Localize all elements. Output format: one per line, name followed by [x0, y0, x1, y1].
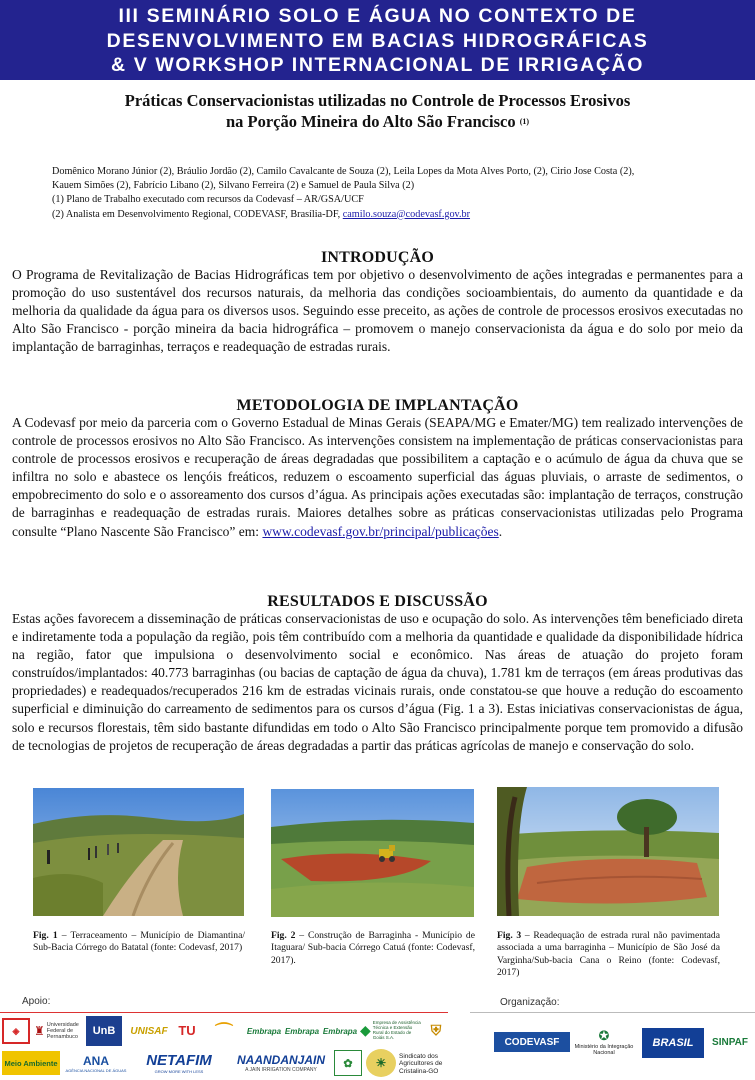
event-banner: [0, 0, 755, 80]
sinpaf-logo: SINPAF: [712, 1036, 748, 1048]
unb-logo: UnB: [86, 1016, 122, 1046]
results-paragraph: Estas ações favorecem a disseminação de práticas conservacionistas de uso e ocupação do solo. As intervenções têm beneficiado direta e indiretamente toda a população da região, pois têm contribuído com a melhoria da quantidade e qualidade da disponibilidade hídrica na região, fator que impulsiona o desenvolvimento social e econômico. Nas áreas de atuação do projeto foram construídos/implantados: 40.773 barraginhas (ou bacias de captação de água da chuva), 1.781 km de terraços (em áreas produtivas das propriedades) e readequados/recuperados 216 km de estradas vicinais rurais, onde constatou-se que houve a redução do escoamento superficial e diminuição do carreamento de sedimentos para os cursos d’água (Fig. 1 a 3). Estas iniciativas conservacionistas de água, solo e recursos florestais, têm sido bastante difundidas em todo o Alto São Francisco principalmente porque tem promovido a difusão de tecnologias de projetos de recuperação de áreas degradadas a partir das práticas agrícolas de manejo e conservação do solo.: [12, 611, 743, 753]
banner-line-3: & V WORKSHOP INTERNACIONAL DE IRRIGAÇÃO: [111, 54, 644, 76]
title-footnote-mark: (1): [519, 117, 530, 126]
naandanjain-logo-sub: A JAIN IRRIGATION COMPANY: [245, 1067, 317, 1073]
ana-logo-sub: AGÊNCIA NACIONAL DE ÁGUAS: [65, 1067, 127, 1073]
author-line-1: Domênico Morano Júnior (2), Bráulio Jordão (2), Camilo Cavalcante de Souza (2), Leila Lopes da Mota Alves Porto, (2), Cirio Jose Costa (2),: [52, 166, 635, 177]
crest-logo: ⛨: [430, 1021, 442, 1038]
footnote-1: (1) Plano de Trabalho executado com recursos da Codevasf – AR/GSA/UCF: [52, 194, 364, 206]
title-line-2: na Porção Mineira do Alto São Francisco $^{(1)}$: [225, 112, 530, 131]
ana-logo: [65, 1048, 127, 1078]
organizacao-rule: [470, 1012, 755, 1013]
green-seal-logo: ✿: [334, 1050, 362, 1076]
embrapa-logo-1: Embrapa: [247, 1026, 281, 1036]
figure-2-photo: [271, 789, 474, 917]
title-line-1: Práticas Conservacionistas utilizadas no Controle de Processos Erosivos: [124, 91, 631, 110]
ana-logo-name: ANA: [83, 1053, 109, 1068]
paper-title: [0, 90, 755, 132]
figure-2-caption: Fig. 2 – Construção de Barraginha - Município de Itaguara/ Sub-bacia Córrego Catuá (fonte: Codevasf, 2017).: [271, 930, 475, 966]
method-paragraph: A Codevasf por meio da parceria com o Governo Estadual de Minas Gerais (SEAPA/MG e Emater/MG) tem realizado intervenções de controle de processos erosivos no Alto São Francisco. As intervenções consistem na implementação de práticas conservacionistas para controle de processos erosivos e recuperação de áreas degradadas que possibilitem a captação e o acúmulo de água da chuva que se infiltra no solo e abastece os lençóis freáticos, reduzem o escoamento superficial das águas pluviais, o arraste de sedimentos, o empobrecimento do solo e o assoreamento dos cursos d’água. As principais ações executadas são: implantação de terraços, construção de barraginhas e readequação de estradas rurais. Maiores detalhes sobre as práticas conservacionistas utilizadas pelo Programa consulte “Plano Nascente São Francisco” em: www.codevasf.gov.br/principal/publicações.: [12, 415, 743, 539]
orange-arc-logo: ⌒: [215, 1022, 233, 1041]
sindicato-seal-icon: ☀: [366, 1049, 396, 1077]
netafim-logo: [131, 1048, 227, 1078]
tu-logo: TU: [178, 1022, 196, 1038]
brasao-icon: ✪: [598, 1028, 610, 1043]
figure-1-photo: [33, 788, 244, 916]
meio-ambiente-logo: Meio Ambiente: [2, 1051, 60, 1075]
brasil-logo: BRASIL: [642, 1028, 704, 1058]
embrapa-logo-3: Embrapa: [323, 1026, 357, 1036]
figure-3-caption: Fig. 3 – Readequação de estrada rural não pavimentada associada a uma barraginha – Município de São José da Varginha/Sub-bacia Cana o Reino (fonte: Codevasf, 2017): [497, 930, 720, 979]
sindicato-logo-text: Sindicato dos Agricultores de Cristalina-GO: [399, 1052, 443, 1075]
banner-line-2: DESENVOLVIMENTO EM BACIAS HIDROGRÁFICAS: [106, 29, 649, 52]
embrapa-logo-2: Embrapa: [285, 1026, 319, 1036]
netafim-logo-sub: GROW MORE WITH LESS: [154, 1069, 204, 1074]
ufpe-logo: ♜ Universidade Federal de Pernambuco: [34, 1022, 79, 1040]
ministerio-logo: [574, 1024, 634, 1060]
banner-line-1: III SEMINÁRIO SOLO E ÁGUA NO CONTEXTO DE: [118, 5, 637, 27]
author-block: [52, 165, 732, 222]
publications-link[interactable]: www.codevasf.gov.br/principal/publicações: [262, 523, 499, 539]
footnote-2: (2) Analista em Desenvolvimento Regional, CODEVASF, Brasília-DF, camilo.souza@codevasf.gov.br: [52, 208, 471, 220]
apoio-label: Apoio:: [22, 996, 51, 1007]
ministerio-logo-text: Ministério da Integração Nacional: [574, 1044, 634, 1056]
figure-3-photo: [497, 787, 719, 916]
naandanjain-logo-name: NAANDANJAIN: [236, 1053, 325, 1067]
author-line-2: Kauem Simões (2), Fabrício Libano (2), Silvano Ferreira (2) e Samuel de Paula Silva (2): [52, 180, 415, 192]
apoio-logo-shield: ◈: [2, 1018, 30, 1044]
netafim-logo-name: NETAFIM: [146, 1052, 212, 1069]
unisaf-logo: UNISAF: [130, 1025, 168, 1037]
apoio-rule: [0, 1012, 448, 1013]
emater-logo: ◆ Empresa de Assistência Técnica e Extensão Rural do Estado de Goiás S.A.: [360, 1020, 421, 1040]
intro-paragraph: O Programa de Revitalização de Bacias Hidrográficas tem por objetivo o desenvolvimento de ações integradas e permanentes para a promoção do uso sustentável dos recursos naturais, da melhoria das condições socioambientais, do aumento da quantidade e da melhoria da qualidade da água para os diversos usos. Seguindo esse preceito, as ações de controle de processos erosivos executadas no Alto São Francisco - porção mineira da bacia hidrográfica – promovem o manejo conservacionista da água e do solo por meio da implantação de barraginhas, terraços e readequação de estradas rurais.: [12, 267, 743, 355]
naandanjain-logo: [232, 1048, 330, 1078]
author-email-link[interactable]: camilo.souza@codevasf.gov.br: [342, 208, 471, 220]
figure-1-caption: Fig. 1 – Terraceamento – Município de Diamantina/ Sub-Bacia Córrego do Batatal (fonte: Codevasf, 2017): [33, 930, 246, 954]
organizacao-label: Organização:: [500, 997, 560, 1008]
codevasf-logo: CODEVASF: [494, 1032, 570, 1052]
method-heading: METODOLOGIA DE IMPLANTAÇÃO: [236, 397, 519, 414]
intro-heading: INTRODUÇÃO: [320, 249, 435, 266]
results-heading: RESULTADOS E DISCUSSÃO: [267, 593, 488, 610]
